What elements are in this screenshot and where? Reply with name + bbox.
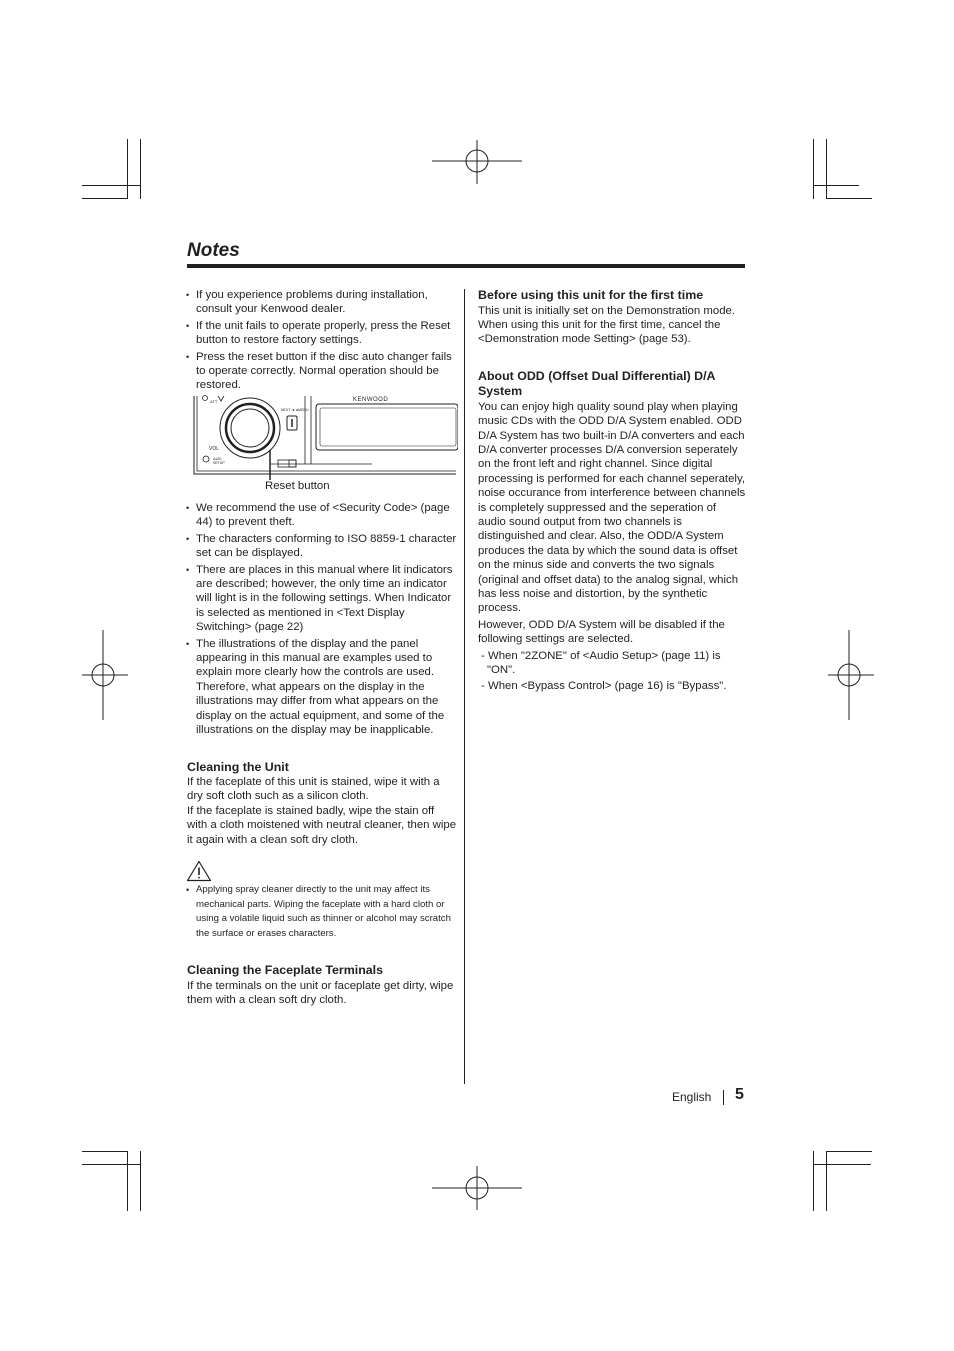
cleaning-unit-heading: Cleaning the Unit [187, 759, 289, 774]
registration-target-bottom [430, 1164, 524, 1212]
registration-target-right [826, 628, 876, 722]
setup-label: SETUP [213, 461, 225, 465]
reset-button-caption: Reset button [265, 480, 330, 492]
before-using-heading: Before using this unit for the first time [478, 288, 704, 302]
page-number: 5 [735, 1086, 744, 1103]
caution-icon [186, 860, 212, 882]
list-item: • If you experience problems during installation, consult your Kenwood dealer. [187, 288, 457, 317]
odd-heading: About ODD (Offset Dual Differential) D/A System [478, 368, 716, 399]
footer-separator [723, 1090, 724, 1105]
title-rule [187, 264, 745, 268]
footer-language: English [672, 1090, 712, 1104]
registration-target-left [80, 628, 130, 722]
notes-list-top [187, 288, 457, 393]
column-divider [464, 289, 465, 1084]
list-item: • The illustrations of the display and the panel appearing in this manual are examples used to explain more clearly how the controls are used. Therefore, what appears on the display in the illustrations may differ from what appears on the display on the actual equipment, and some of the illustrations on the display may be inapplicable. [187, 637, 457, 738]
page-title: Notes [187, 240, 240, 261]
cleaning-terminals-text: If the terminals on the unit or faceplate get dirty, wipe them with a clean soft dry cloth. [187, 979, 454, 1006]
before-using-text: This unit is initially set on the Demonstration mode. When using this unit for the first time, cancel the <Demonstration mode Setting> (page 53). [478, 304, 736, 346]
brand-logo: KENWOOD [353, 397, 389, 403]
left-column-lower [187, 501, 457, 1007]
faceplate-illustration [190, 392, 458, 480]
list-item: • The characters conforming to ISO 8859-1 character set can be displayed. [187, 532, 457, 561]
list-item: • If the unit fails to operate properly, press the Reset button to restore factory settings. [187, 319, 457, 348]
left-column [187, 288, 457, 395]
odd-condition-item: - When "2ZONE" of <Audio Setup> (page 11) is "ON". [481, 649, 721, 677]
registration-target-top [430, 138, 524, 186]
odd-condition-item: - When <Bypass Control> (page 16) is "Bypass". [481, 680, 727, 693]
menu-label: NEXT ◄◄MENU [281, 408, 309, 412]
aud-label: AUD [213, 456, 222, 461]
list-item: • We recommend the use of <Security Code> (page 44) to prevent theft. [187, 501, 457, 530]
list-item: • There are places in this manual where lit indicators are described; however, the only time an indicator will light is in the following settings. When Indicator is selected as mentioned in <Text Display Switching> (page 22) [187, 563, 457, 635]
list-item: • Press the reset button if the disc auto changer fails to operate correctly. Normal operation should be restored. [187, 350, 457, 393]
cleaning-unit-text: If the faceplate of this unit is stained, wipe it with a dry soft cloth such as a silicon cloth. If the faceplate is stained badly, wipe the stain off with a cloth moistened with neutral cleaner, then wipe it again with a clean soft dry cloth. [187, 776, 457, 846]
cleaning-terminals-heading: Cleaning the Faceplate Terminals [187, 963, 384, 978]
odd-text: You can enjoy high quality sound play when playing music CDs with the ODD D/A System enabled. ODD D/A System has two built-in D/A converters and each D/A converter processes D/A conversion seperately on the front left and right channel. Since digital processing is performed for each channel seperately, noise occurance from interference between channels is completely suppressed and the seperation of audio sound output from two channels is distinguished and clear. Also, the ODD/A System produces the data by which the sound data is offset on the minus side and converts the two signals (original and offset data) to the analog signal, which has less noise and distortion, by the synthetic process. [478, 400, 746, 615]
odd-text-disabled: However, ODD D/A System will be disabled if the following settings are selected. [478, 618, 725, 646]
list-item: • Applying spray cleaner directly to the unit may affect its mechanical parts. Wiping the faceplate with a hard cloth or using a volatile liquid such as thinner or alcohol may scratch the surface or erases characters. [187, 883, 457, 941]
caution-notes [187, 883, 457, 941]
vol-label: VOL [209, 446, 220, 452]
att-label: ATT [210, 399, 218, 404]
notes-list-bottom [187, 501, 457, 738]
right-column [478, 288, 746, 696]
